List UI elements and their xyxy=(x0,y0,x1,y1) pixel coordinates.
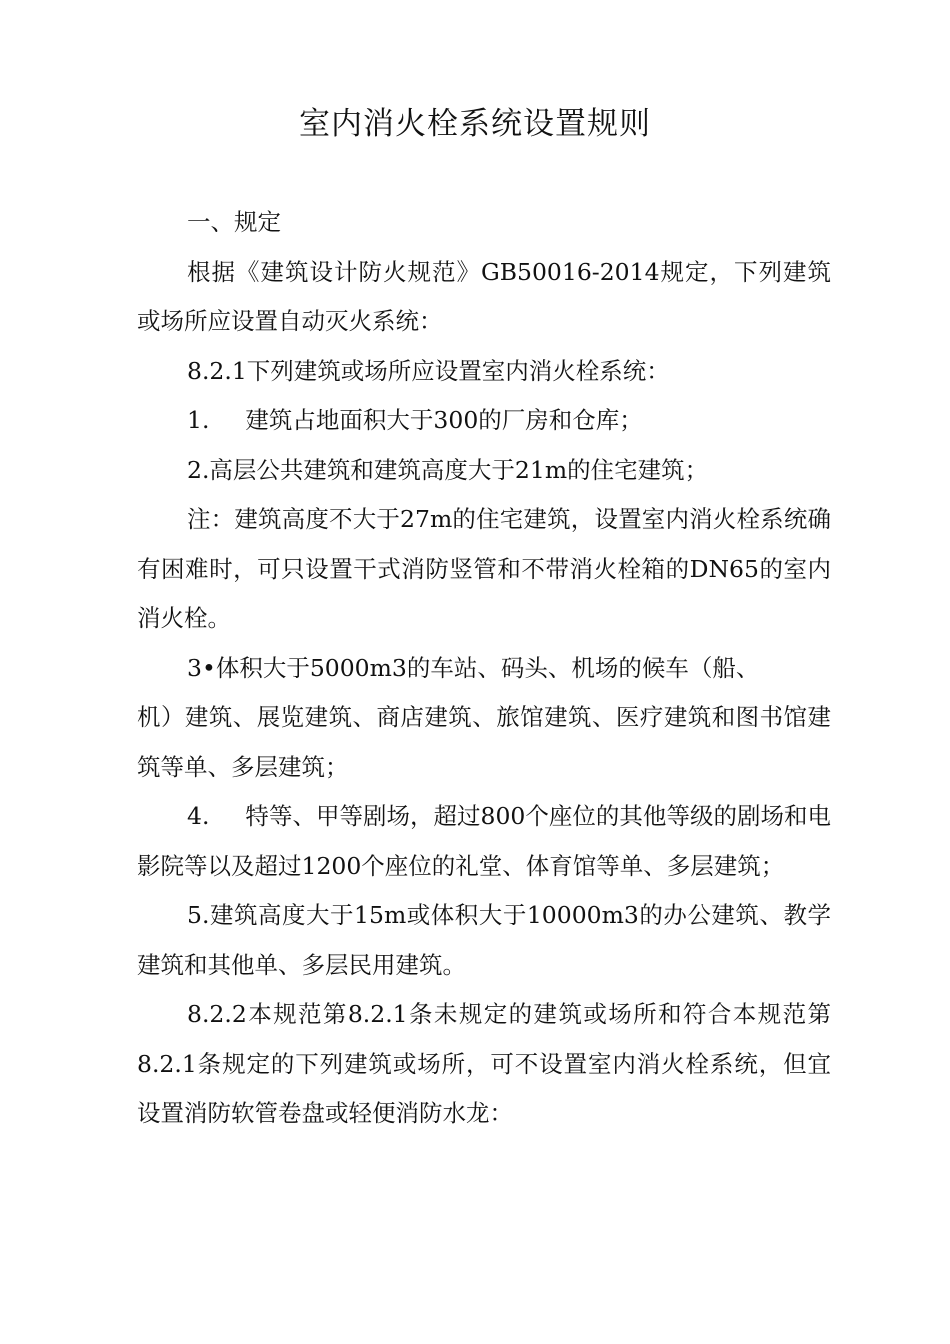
clause-8-2-1: 8.2.1下列建筑或场所应设置室内消火栓系统： xyxy=(187,356,670,385)
list-item-4-text: 特等、甲等剧场，超过800个座位的其他等级的剧场和电影院等以及超过1200个座位的礼堂、体育馆等单、多层建筑； xyxy=(137,802,831,880)
list-item-1-number: 1. xyxy=(187,406,210,434)
list-item-2: 2.高层公共建筑和建筑高度大于21m的住宅建筑； xyxy=(187,455,709,484)
document-body xyxy=(137,198,831,1139)
paragraph-intro: 根据《建筑设计防火规范》GB50016-2014规定，下列建筑或场所应设置自动灭火系统： xyxy=(137,257,831,335)
list-item-3-rest: 机）建筑、展览建筑、商店建筑、旅馆建筑、医疗建筑和图书馆建筑等单、多层建筑； xyxy=(137,703,831,781)
list-item-4 xyxy=(137,792,831,891)
list-item-3-line1: 3•体积大于5000m3的车站、码头、机场的候车（船、 xyxy=(187,653,760,682)
document-title: 室内消火栓系统设置规则 xyxy=(299,106,651,142)
section-heading: 一、规定 xyxy=(187,208,281,236)
list-item-4-number: 4. xyxy=(187,802,210,830)
note-paragraph: 注：建筑高度不大于27m的住宅建筑，设置室内消火栓系统确有困难时，可只设置干式消防竖管和不带消火栓箱的DN65的室内消火栓。 xyxy=(137,505,831,632)
list-item-1-text: 建筑占地面积大于300的厂房和仓库； xyxy=(245,406,643,434)
list-item-1 xyxy=(137,396,831,446)
list-item-5: 5.建筑高度大于15m或体积大于10000m3的办公建筑、教学建筑和其他单、多层民用建筑。 xyxy=(137,901,831,979)
clause-8-2-2: 8.2.2本规范第8.2.1条未规定的建筑或场所和符合本规范第8.2.1条规定的下列建筑或场所，可不设置室内消火栓系统，但宜设置消防软管卷盘或轻便消防水龙： xyxy=(137,1000,831,1127)
list-item-3 xyxy=(137,644,831,793)
